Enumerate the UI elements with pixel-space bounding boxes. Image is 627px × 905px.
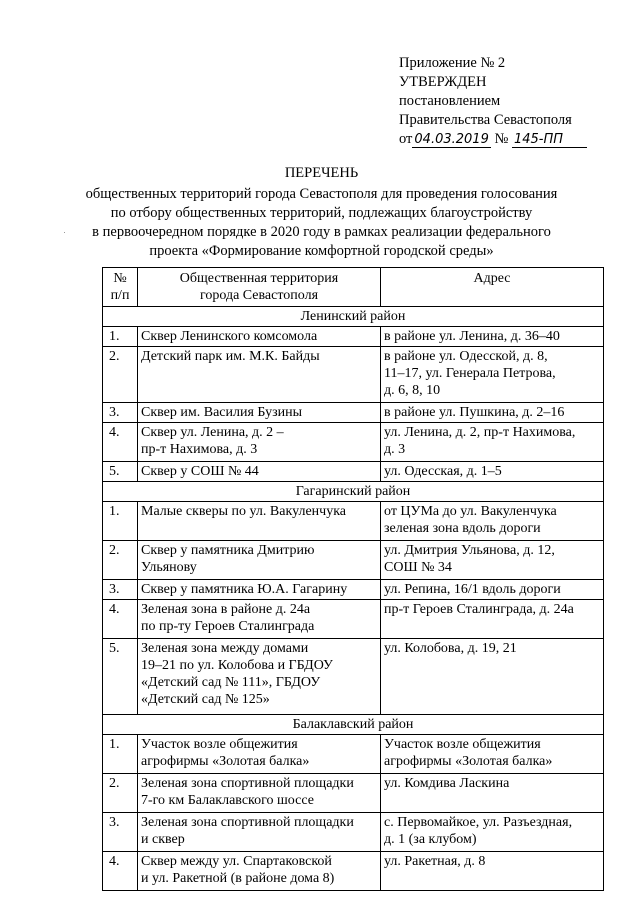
resolution-date: 04.03.2019 [414,132,489,147]
address-line: ул. Репина, 16/1 вдоль дороги [384,582,561,597]
territory-line: Участок возле общежития [141,737,298,752]
territory-line: Сквер Ленинского комсомола [141,329,318,344]
territory-line: Сквер у СОШ № 44 [141,464,259,479]
district-name: Ленинский район [103,307,604,327]
district-row [103,307,604,327]
row-number: 1. [103,327,138,347]
territory-line: Зеленая зона спортивной площадки [141,776,354,791]
district-name: Балаклавский район [103,715,604,735]
address-line: агрофирмы «Золотая балка» [384,754,553,769]
territory-cell [138,423,381,462]
address-line: в районе ул. Одесской, д. 8, [384,349,548,364]
table-row [103,541,604,580]
territory-line: Зеленая зона в районе д. 24а [141,602,311,617]
row-number: 1. [103,502,138,541]
row-number: 2. [103,541,138,580]
address-line: в районе ул. Пушкина, д. 2–16 [384,405,565,420]
territory-cell [138,735,381,774]
number-label: № [494,131,509,147]
header-number [103,268,138,307]
territory-line: по пр-ту Героев Сталинграда [141,619,315,634]
territory-line: Детский парк им. М.К. Байды [141,349,320,364]
territory-line: агрофирмы «Золотая балка» [141,754,310,769]
territory-line: и ул. Ракетной (в районе дома 8) [141,871,335,886]
territory-line: Сквер у памятника Ю.А. Гагарину [141,582,348,597]
territory-cell [138,327,381,347]
address-line: д. 3 [384,442,406,457]
territory-line: Сквер у памятника Дмитрию [141,543,315,558]
row-number: 4. [103,600,138,639]
territory-cell [138,462,381,482]
territory-cell [138,580,381,600]
address-cell [381,852,604,891]
territory-line: 19–21 по ул. Колобова и ГБДОУ [141,658,333,673]
resolution-label: постановлением [399,93,501,109]
territory-cell [138,639,381,715]
address-line: зеленая зона вдоль дороги [384,521,541,536]
territory-line: «Детский сад № 111», ГБДОУ [141,675,321,690]
territory-cell [138,852,381,891]
address-line: от ЦУМа до ул. Вакуленчука [384,504,557,519]
row-number: 2. [103,347,138,403]
header-territory [138,268,381,307]
table-row [103,735,604,774]
table-row [103,813,604,852]
table-row [103,502,604,541]
address-cell [381,502,604,541]
table-row [103,347,604,403]
address-cell [381,327,604,347]
row-number: 3. [103,813,138,852]
district-name: Гагаринский район [103,482,604,502]
address-cell [381,403,604,423]
heading-line-1: общественных территорий города Севастополя для проведения голосования [85,186,558,202]
territory-line: Зеленая зона между домами [141,641,309,656]
address-cell [381,600,604,639]
address-line: д. 1 (за клубом) [384,832,477,847]
territory-cell [138,600,381,639]
address-line: с. Первомайкое, ул. Разъездная, [384,815,573,830]
table-row [103,462,604,482]
table-row [103,403,604,423]
government-label: Правительства Севастополя [399,112,572,128]
address-cell [381,462,604,482]
from-label: от [399,131,413,147]
address-cell [381,541,604,580]
row-number: 3. [103,403,138,423]
header-territory-line-2: города Севастополя [199,288,319,303]
territory-line: Малые скверы по ул. Вакуленчука [141,504,346,519]
address-cell [381,813,604,852]
territory-line: «Детский сад № 125» [141,692,270,707]
territory-cell [138,403,381,423]
territory-cell [138,347,381,403]
district-row [103,482,604,502]
address-cell [381,423,604,462]
address-line: пр-т Героев Сталинграда, д. 24а [384,602,574,617]
row-number: 4. [103,852,138,891]
address-line: ул. Комдива Ласкина [384,776,510,791]
resolution-number: 145-ПП [512,132,587,148]
address-cell [381,347,604,403]
heading-line-2: по отбору общественных территорий, подлежащих благоустройству [110,205,533,221]
header-territory-line-1: Общественная территория [179,271,339,286]
address-cell [381,735,604,774]
table-row [103,600,604,639]
header-address-line-1: Адрес [473,271,511,286]
document-heading [80,164,563,261]
row-number: 5. [103,639,138,715]
table-row [103,423,604,462]
address-line: ул. Ракетная, д. 8 [384,854,486,869]
address-line: ул. Колобова, д. 19, 21 [384,641,517,656]
approval-block [399,54,587,149]
territory-line: Сквер им. Василия Бузины [141,405,303,420]
header-number-line-2: п/п [110,288,130,303]
address-line: 11–17, ул. Генерала Петрова, [384,366,556,381]
territory-cell [138,502,381,541]
address-line: ул. Дмитрия Ульянова, д. 12, [384,543,555,558]
scan-speck [64,232,65,233]
district-row [103,715,604,735]
territory-line: Сквер ул. Ленина, д. 2 – [141,425,284,440]
territory-line: Сквер между ул. Спартаковской [141,854,332,869]
address-line: в районе ул. Ленина, д. 36–40 [384,329,560,344]
territory-cell [138,813,381,852]
address-line: ул. Одесская, д. 1–5 [384,464,502,479]
row-number: 2. [103,774,138,813]
territory-line: Ульянову [141,560,197,575]
row-number: 3. [103,580,138,600]
address-line: д. 6, 8, 10 [384,383,441,398]
table-row [103,852,604,891]
territory-line: Зеленая зона спортивной площадки [141,815,354,830]
heading-line-3: в первоочередном порядке в 2020 году в рамках реализации федерального [92,224,551,240]
appendix-label: Приложение № 2 [399,55,506,71]
header-address [381,268,604,307]
row-number: 4. [103,423,138,462]
resolution-date-line [399,130,587,149]
row-number: 5. [103,462,138,482]
table-row [103,639,604,715]
approved-label: УТВЕРЖДЕН [399,74,487,90]
table-header-row [103,268,604,307]
territory-line: пр-т Нахимова, д. 3 [141,442,258,457]
territories-table [102,267,604,891]
address-cell [381,580,604,600]
table-row [103,327,604,347]
address-line: СОШ № 34 [384,560,452,575]
document-title: ПЕРЕЧЕНЬ [284,165,359,181]
territory-cell [138,774,381,813]
table-row [103,774,604,813]
territory-line: и сквер [141,832,185,847]
territory-cell [138,541,381,580]
row-number: 1. [103,735,138,774]
table-row [103,580,604,600]
address-cell [381,774,604,813]
address-line: Участок возле общежития [384,737,541,752]
heading-line-4: проекта «Формирование комфортной городской среды» [149,243,494,259]
territory-line: 7-го км Балаклавского шоссе [141,793,314,808]
address-cell [381,639,604,715]
address-line: ул. Ленина, д. 2, пр-т Нахимова, [384,425,576,440]
header-number-line-1: № [113,271,127,286]
